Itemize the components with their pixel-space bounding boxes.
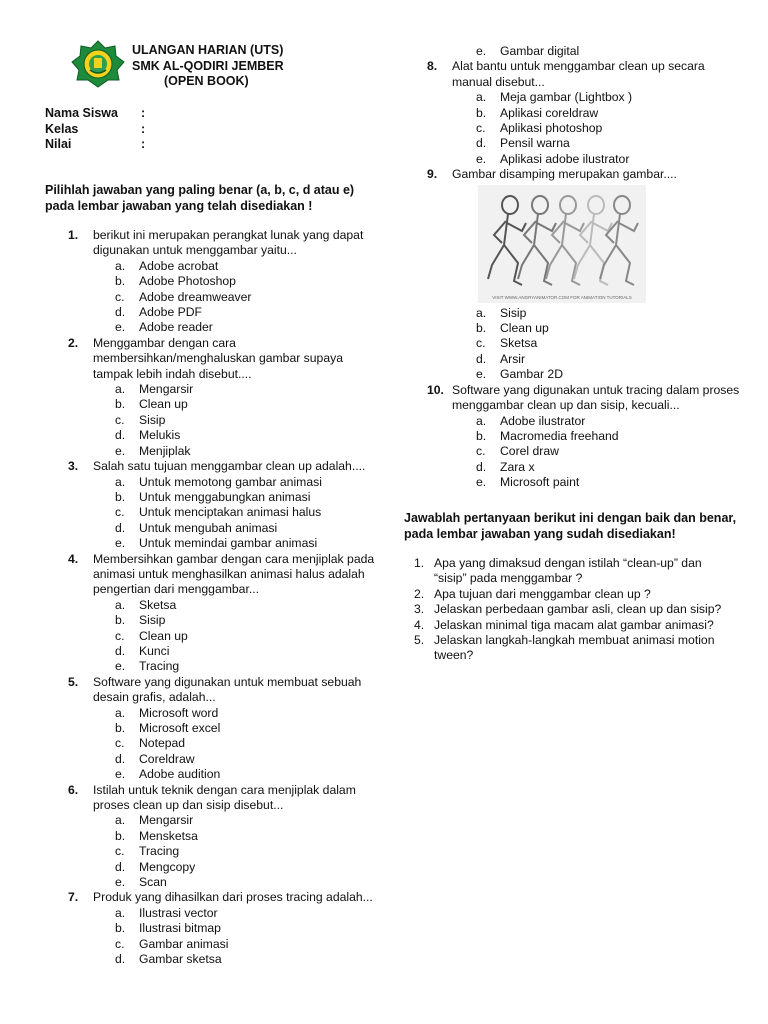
option-letter: a. [115,705,126,720]
option-text: Clean up [139,628,188,643]
question-text: Salah satu tujuan menggambar clean up adalah.... [93,459,366,474]
option-letter: e. [115,659,126,674]
answer-option[interactable] [45,521,385,536]
option-text: Gambar digital [500,44,580,58]
answer-option[interactable] [45,613,385,628]
question [45,552,385,598]
option-letter: e. [476,367,487,382]
essay-question [404,618,734,633]
option-text: Gambar animasi [139,936,229,951]
essay-heading: Jawablah pertanyaan berikut ini dengan baik dan benar, pada lembar jawaban yang sudah disediakan! [404,511,737,541]
answer-option[interactable] [45,659,385,674]
answer-option[interactable] [45,413,385,428]
answer-option[interactable] [45,952,385,967]
answer-option[interactable] [45,320,385,335]
identity-label: Nilai [45,137,72,151]
option-text: Microsoft word [139,705,219,720]
option-text: Sketsa [500,336,538,351]
identity-separator: : [141,121,146,136]
question-text: Software yang digunakan untuk tracing dalam proses menggambar clean up dan sisip, kecuali... [452,382,740,413]
option-text: Zara x [500,459,535,474]
option-text: Mengcopy [139,859,196,874]
answer-option[interactable] [45,860,385,875]
question-number: 7. [68,890,79,905]
answer-option[interactable] [45,290,385,305]
option-text: Adobe reader [139,320,213,335]
option-letter: b. [476,321,487,336]
option-letter: c. [115,736,125,751]
answer-option[interactable] [45,844,385,859]
essay-number: 3. [414,602,425,617]
option-text: Adobe PDF [139,305,203,320]
answer-option[interactable] [45,598,385,613]
header-school: SMK AL-QODIRI JEMBER [132,58,284,73]
option-letter: c. [115,412,125,427]
essay-text: Apa yang dimaksud dengan istilah “clean-up” dan “sisip” pada menggambar ? [434,556,702,586]
option-text: Adobe dreamweaver [139,289,252,304]
question-number: 3. [68,459,79,474]
option-letter: c. [476,336,486,351]
option-letter: a. [115,813,126,828]
question-text: berikut ini merupakan perangkat lunak yang dapat digunakan untuk menggambar yaitu... [93,228,364,258]
option-letter: e. [476,151,487,166]
answer-option[interactable] [404,121,744,136]
option-text: Aplikasi photoshop [500,121,603,136]
identity-separator: : [141,137,146,151]
answer-option[interactable] [45,937,385,952]
answer-option[interactable] [45,906,385,921]
option-letter: e. [115,875,126,890]
identity-label: Kelas [45,121,79,136]
option-text: Adobe ilustrator [500,413,586,428]
option-text: Clean up [500,321,549,336]
option-letter: b. [115,721,126,735]
essay-text: Apa tujuan dari menggambar clean up ? [434,586,651,601]
identity-label: Nama Siswa [45,106,118,120]
option-letter: d. [115,859,126,874]
answer-option[interactable] [45,721,385,736]
answer-option[interactable] [404,367,744,382]
option-text: Melukis [139,428,181,443]
answer-option[interactable] [45,444,385,459]
option-text: Mengarsir [139,813,194,828]
option-text: Notepad [139,736,186,751]
option-text: Tracing [139,659,180,674]
answer-option[interactable] [45,767,385,782]
student-identity [45,106,145,153]
option-letter: e. [115,536,126,551]
essay-question [404,587,734,602]
questions-right-column [404,44,744,491]
option-letter: a. [476,90,487,105]
option-text: Tracing [139,844,180,859]
option-letter: b. [115,921,126,936]
question-number: 2. [68,335,79,350]
option-letter: d. [115,520,126,535]
option-letter: b. [476,105,487,120]
question-text: Istilah untuk teknik dengan cara menjiplak dalam proses clean up dan sisip disebut... [93,782,356,813]
answer-option[interactable] [45,536,385,551]
option-letter: b. [115,613,126,628]
option-letter: b. [115,828,126,843]
answer-option[interactable] [45,875,385,890]
question-text: Software yang digunakan untuk membuat sebuah desain grafis, adalah... [93,674,362,705]
option-text: Aplikasi coreldraw [500,105,599,120]
answer-option[interactable] [45,629,385,644]
answer-option[interactable] [404,336,744,351]
essay-number: 5. [414,633,425,648]
answer-option[interactable] [45,921,385,936]
answer-option[interactable] [404,460,744,475]
answer-option[interactable] [404,475,744,490]
option-letter: a. [115,474,126,489]
option-text: Microsoft paint [500,475,580,490]
question [45,459,385,474]
answer-option[interactable] [404,352,744,367]
answer-option[interactable] [45,274,385,289]
option-text: Adobe acrobat [139,258,219,273]
answer-option[interactable] [45,505,385,520]
answer-option[interactable] [45,813,385,828]
instructions: Pilihlah jawaban yang paling benar (a, b, c, d atau e) pada lembar jawaban yang telah disediakan ! [45,183,355,213]
option-text: Ilustrasi bitmap [139,921,221,936]
option-letter: e. [115,320,126,335]
option-letter: b. [115,397,126,412]
question [45,336,385,382]
exam-header [132,43,332,90]
option-text: Sketsa [139,597,177,612]
option-text: Aplikasi adobe ilustrator [500,151,630,166]
essay-number: 4. [414,617,425,632]
option-text: Mengarsir [139,382,194,397]
question-number: 1. [68,228,79,242]
option-letter: d. [115,751,126,766]
answer-option[interactable] [45,752,385,767]
answer-option[interactable] [45,829,385,844]
option-letter: c. [115,289,125,304]
option-text: Ilustrasi vector [139,905,218,920]
answer-option[interactable] [45,382,385,397]
option-letter: e. [115,767,126,782]
option-letter: e. [476,44,487,58]
identity-row [45,137,145,153]
question-number: 8. [427,59,438,74]
identity-row [45,106,145,122]
essay-question [404,556,734,587]
option-text: Sisip [139,412,166,427]
option-letter: d. [115,952,126,967]
answer-option[interactable] [45,428,385,443]
question-number: 6. [68,782,79,797]
answer-option[interactable] [404,152,744,167]
question-text: Gambar disamping merupakan gambar.... [452,167,677,182]
option-letter: a. [115,597,126,612]
question-number: 10. [427,382,444,397]
answer-option[interactable] [45,475,385,490]
option-letter: d. [476,136,487,151]
essay-list [404,556,734,664]
option-text: Microsoft excel [139,721,221,735]
essay-number: 2. [414,586,425,601]
option-text: Adobe Photoshop [139,274,236,289]
option-text: Untuk memotong gambar animasi [139,474,322,489]
option-text: Scan [139,875,167,890]
option-letter: c. [115,936,125,951]
option-letter: b. [476,428,487,443]
essay-question [404,633,734,664]
question [404,167,744,182]
question-number: 9. [427,167,438,182]
answer-option[interactable] [404,90,744,105]
option-text: Clean up [139,397,188,412]
answer-option[interactable] [404,429,744,444]
header-mode: (OPEN BOOK) [164,74,249,88]
question [404,59,744,90]
option-letter: c. [115,505,125,520]
option-text: Coreldraw [139,751,195,766]
option-text: Sisip [139,613,166,628]
answer-option[interactable] [45,397,385,412]
question-text: Alat bantu untuk menggambar clean up secara manual disebut... [452,59,705,89]
question-text: Menggambar dengan cara membersihkan/menghaluskan gambar supaya tampak lebih indah disebut.... [93,335,343,381]
answer-option[interactable] [45,305,385,320]
header-title: ULANGAN HARIAN (UTS) [132,43,284,57]
answer-option[interactable] [45,644,385,659]
answer-option[interactable] [404,306,744,321]
option-letter: e. [115,443,126,458]
questions-left-column [45,228,385,968]
essay-number: 1. [414,556,425,570]
option-text: Gambar sketsa [139,952,222,967]
option-text: Mensketsa [139,828,198,843]
option-letter: b. [115,274,126,289]
school-logo-icon [70,40,126,88]
option-letter: e. [476,475,487,490]
option-text: Sisip [500,305,527,320]
option-letter: a. [115,905,126,920]
option-letter: a. [115,382,126,397]
answer-option[interactable] [45,490,385,505]
option-text: Pensil warna [500,136,570,151]
answer-option[interactable] [404,44,744,59]
essay-text: Jelaskan perbedaan gambar asli, clean up dan sisip? [434,602,722,617]
answer-option[interactable] [404,136,744,151]
option-letter: d. [115,305,126,320]
question [45,783,385,814]
option-letter: c. [476,444,486,459]
question [45,890,385,905]
option-letter: c. [115,628,125,643]
question-number: 4. [68,551,79,566]
option-text: Untuk mengubah animasi [139,520,278,535]
option-text: Untuk menggabungkan animasi [139,489,311,504]
question [45,675,385,706]
option-text: Menjiplak [139,443,191,458]
option-text: Kunci [139,643,170,658]
answer-option[interactable] [404,106,744,121]
answer-option[interactable] [45,706,385,721]
option-text: Adobe audition [139,767,221,782]
option-letter: c. [115,844,125,859]
identity-separator: : [141,106,146,120]
illustration-caption: VISIT WWW.ANGRYANIMATOR.COM FOR ANIMATION TUTORIALS [492,294,632,300]
option-letter: d. [476,351,487,366]
answer-option[interactable] [45,736,385,751]
question-text: Produk yang dihasilkan dari proses tracing adalah... [93,890,373,905]
option-text: Macromedia freehand [500,428,619,443]
option-letter: d. [476,459,487,474]
answer-option[interactable] [45,259,385,274]
essay-text: Jelaskan minimal tiga macam alat gambar animasi? [434,617,714,632]
essay-question [404,602,734,617]
option-letter: a. [476,413,487,428]
question-number: 5. [68,674,79,689]
option-text: Untuk memindai gambar animasi [139,536,318,551]
question-text: Membersihkan gambar dengan cara menjiplak pada animasi untuk menghasilkan animasi halus adalah pengertian dari menggambar... [93,551,375,597]
option-letter: c. [476,121,486,136]
option-letter: d. [115,643,126,658]
question [404,383,744,414]
option-text: Meja gambar (Lightbox ) [500,90,633,105]
answer-option[interactable] [404,321,744,336]
identity-row [45,122,145,138]
option-text: Gambar 2D [500,367,563,382]
option-letter: a. [476,305,487,320]
answer-option[interactable] [404,414,744,429]
option-text: Arsir [500,351,526,366]
question [45,228,385,259]
option-text: Corel draw [500,444,559,459]
essay-text: Jelaskan langkah-langkah membuat animasi motion tween? [434,633,715,663]
option-letter: a. [115,258,126,273]
option-letter: b. [115,489,126,504]
answer-option[interactable] [404,444,744,459]
option-text: Untuk menciptakan animasi halus [139,505,322,520]
running-figures-illustration [478,185,646,303]
option-letter: d. [115,428,126,443]
